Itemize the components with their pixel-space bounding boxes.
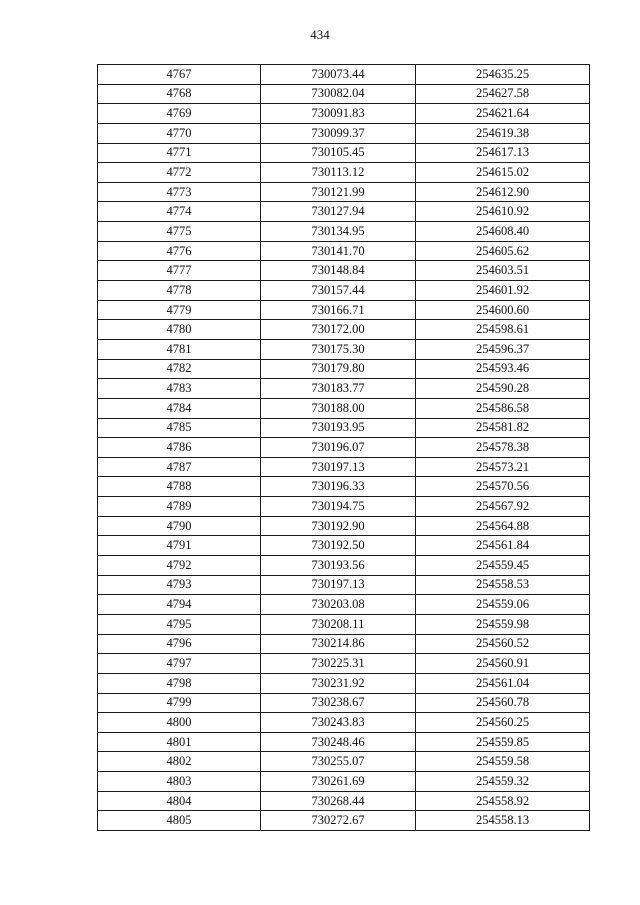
table-row — [98, 300, 590, 320]
table-row — [98, 143, 590, 163]
point-number-cell: 4784 — [98, 398, 261, 418]
table-row — [98, 398, 590, 418]
table-row — [98, 359, 590, 379]
table-row — [98, 418, 590, 438]
point-number-cell: 4786 — [98, 438, 261, 458]
y-coordinate-cell: 254621.64 — [416, 104, 590, 124]
y-coordinate-cell: 254558.13 — [416, 811, 590, 831]
y-coordinate-cell: 254561.04 — [416, 673, 590, 693]
x-coordinate-cell: 730099.37 — [261, 123, 416, 143]
x-coordinate-cell: 730272.67 — [261, 811, 416, 831]
x-coordinate-cell: 730192.90 — [261, 516, 416, 536]
x-coordinate-cell: 730243.83 — [261, 713, 416, 733]
x-coordinate-cell: 730105.45 — [261, 143, 416, 163]
y-coordinate-cell: 254601.92 — [416, 281, 590, 301]
point-number-cell: 4777 — [98, 261, 261, 281]
x-coordinate-cell: 730197.13 — [261, 575, 416, 595]
point-number-cell: 4798 — [98, 673, 261, 693]
y-coordinate-cell: 254578.38 — [416, 438, 590, 458]
point-number-cell: 4774 — [98, 202, 261, 222]
y-coordinate-cell: 254596.37 — [416, 339, 590, 359]
table-row — [98, 673, 590, 693]
table-row — [98, 654, 590, 674]
y-coordinate-cell: 254581.82 — [416, 418, 590, 438]
point-number-cell: 4804 — [98, 791, 261, 811]
x-coordinate-cell: 730183.77 — [261, 379, 416, 399]
y-coordinate-cell: 254617.13 — [416, 143, 590, 163]
y-coordinate-cell: 254560.52 — [416, 634, 590, 654]
y-coordinate-cell: 254559.98 — [416, 614, 590, 634]
table-row — [98, 222, 590, 242]
table-row — [98, 261, 590, 281]
point-number-cell: 4803 — [98, 772, 261, 792]
y-coordinate-cell: 254558.92 — [416, 791, 590, 811]
x-coordinate-cell: 730197.13 — [261, 457, 416, 477]
point-number-cell: 4790 — [98, 516, 261, 536]
y-coordinate-cell: 254559.45 — [416, 556, 590, 576]
y-coordinate-cell: 254561.84 — [416, 536, 590, 556]
table-row — [98, 320, 590, 340]
table-row — [98, 516, 590, 536]
x-coordinate-cell: 730261.69 — [261, 772, 416, 792]
x-coordinate-cell: 730166.71 — [261, 300, 416, 320]
table-row — [98, 536, 590, 556]
x-coordinate-cell: 730148.84 — [261, 261, 416, 281]
x-coordinate-cell: 730179.80 — [261, 359, 416, 379]
x-coordinate-cell: 730175.30 — [261, 339, 416, 359]
x-coordinate-cell: 730268.44 — [261, 791, 416, 811]
point-number-cell: 4802 — [98, 752, 261, 772]
table-row — [98, 791, 590, 811]
x-coordinate-cell: 730134.95 — [261, 222, 416, 242]
x-coordinate-cell: 730113.12 — [261, 163, 416, 183]
y-coordinate-cell: 254560.91 — [416, 654, 590, 674]
y-coordinate-cell: 254598.61 — [416, 320, 590, 340]
x-coordinate-cell: 730091.83 — [261, 104, 416, 124]
table-row — [98, 477, 590, 497]
point-number-cell: 4773 — [98, 182, 261, 202]
point-number-cell: 4791 — [98, 536, 261, 556]
y-coordinate-cell: 254560.78 — [416, 693, 590, 713]
x-coordinate-cell: 730196.07 — [261, 438, 416, 458]
table-row — [98, 65, 590, 85]
table-row — [98, 123, 590, 143]
point-number-cell: 4795 — [98, 614, 261, 634]
y-coordinate-cell: 254567.92 — [416, 497, 590, 517]
table-row — [98, 772, 590, 792]
y-coordinate-cell: 254560.25 — [416, 713, 590, 733]
y-coordinate-cell: 254558.53 — [416, 575, 590, 595]
coordinates-table — [97, 64, 590, 831]
point-number-cell: 4794 — [98, 595, 261, 615]
point-number-cell: 4776 — [98, 241, 261, 261]
x-coordinate-cell: 730192.50 — [261, 536, 416, 556]
table-row — [98, 556, 590, 576]
y-coordinate-cell: 254635.25 — [416, 65, 590, 85]
table-row — [98, 752, 590, 772]
table-row — [98, 241, 590, 261]
point-number-cell: 4768 — [98, 84, 261, 104]
x-coordinate-cell: 730231.92 — [261, 673, 416, 693]
table-row — [98, 104, 590, 124]
y-coordinate-cell: 254573.21 — [416, 457, 590, 477]
y-coordinate-cell: 254612.90 — [416, 182, 590, 202]
table-row — [98, 497, 590, 517]
point-number-cell: 4779 — [98, 300, 261, 320]
y-coordinate-cell: 254559.85 — [416, 732, 590, 752]
x-coordinate-cell: 730073.44 — [261, 65, 416, 85]
point-number-cell: 4771 — [98, 143, 261, 163]
x-coordinate-cell: 730255.07 — [261, 752, 416, 772]
table-row — [98, 693, 590, 713]
table-row — [98, 457, 590, 477]
point-number-cell: 4799 — [98, 693, 261, 713]
y-coordinate-cell: 254586.58 — [416, 398, 590, 418]
x-coordinate-cell: 730203.08 — [261, 595, 416, 615]
y-coordinate-cell: 254605.62 — [416, 241, 590, 261]
x-coordinate-cell: 730127.94 — [261, 202, 416, 222]
table-row — [98, 438, 590, 458]
table-row — [98, 811, 590, 831]
point-number-cell: 4801 — [98, 732, 261, 752]
point-number-cell: 4796 — [98, 634, 261, 654]
y-coordinate-cell: 254615.02 — [416, 163, 590, 183]
table-row — [98, 614, 590, 634]
point-number-cell: 4767 — [98, 65, 261, 85]
x-coordinate-cell: 730196.33 — [261, 477, 416, 497]
y-coordinate-cell: 254610.92 — [416, 202, 590, 222]
point-number-cell: 4800 — [98, 713, 261, 733]
y-coordinate-cell: 254608.40 — [416, 222, 590, 242]
point-number-cell: 4769 — [98, 104, 261, 124]
x-coordinate-cell: 730238.67 — [261, 693, 416, 713]
y-coordinate-cell: 254559.32 — [416, 772, 590, 792]
point-number-cell: 4782 — [98, 359, 261, 379]
point-number-cell: 4775 — [98, 222, 261, 242]
table-row — [98, 84, 590, 104]
table-body — [98, 65, 590, 831]
point-number-cell: 4770 — [98, 123, 261, 143]
table-row — [98, 339, 590, 359]
table-row — [98, 595, 590, 615]
y-coordinate-cell: 254559.58 — [416, 752, 590, 772]
y-coordinate-cell: 254559.06 — [416, 595, 590, 615]
table-row — [98, 202, 590, 222]
x-coordinate-cell: 730141.70 — [261, 241, 416, 261]
y-coordinate-cell: 254593.46 — [416, 359, 590, 379]
table-row — [98, 281, 590, 301]
x-coordinate-cell: 730193.56 — [261, 556, 416, 576]
table-row — [98, 634, 590, 654]
table-row — [98, 379, 590, 399]
x-coordinate-cell: 730194.75 — [261, 497, 416, 517]
x-coordinate-cell: 730248.46 — [261, 732, 416, 752]
point-number-cell: 4785 — [98, 418, 261, 438]
y-coordinate-cell: 254619.38 — [416, 123, 590, 143]
y-coordinate-cell: 254603.51 — [416, 261, 590, 281]
point-number-cell: 4783 — [98, 379, 261, 399]
x-coordinate-cell: 730214.86 — [261, 634, 416, 654]
point-number-cell: 4797 — [98, 654, 261, 674]
table-row — [98, 575, 590, 595]
x-coordinate-cell: 730188.00 — [261, 398, 416, 418]
y-coordinate-cell: 254570.56 — [416, 477, 590, 497]
x-coordinate-cell: 730121.99 — [261, 182, 416, 202]
x-coordinate-cell: 730208.11 — [261, 614, 416, 634]
x-coordinate-cell: 730225.31 — [261, 654, 416, 674]
table-row — [98, 713, 590, 733]
x-coordinate-cell: 730193.95 — [261, 418, 416, 438]
point-number-cell: 4793 — [98, 575, 261, 595]
point-number-cell: 4787 — [98, 457, 261, 477]
y-coordinate-cell: 254600.60 — [416, 300, 590, 320]
table-row — [98, 182, 590, 202]
x-coordinate-cell: 730082.04 — [261, 84, 416, 104]
point-number-cell: 4805 — [98, 811, 261, 831]
x-coordinate-cell: 730172.00 — [261, 320, 416, 340]
point-number-cell: 4789 — [98, 497, 261, 517]
y-coordinate-cell: 254590.28 — [416, 379, 590, 399]
table-row — [98, 163, 590, 183]
point-number-cell: 4772 — [98, 163, 261, 183]
point-number-cell: 4781 — [98, 339, 261, 359]
page-number: 434 — [310, 27, 330, 42]
point-number-cell: 4792 — [98, 556, 261, 576]
table-row — [98, 732, 590, 752]
y-coordinate-cell: 254564.88 — [416, 516, 590, 536]
point-number-cell: 4780 — [98, 320, 261, 340]
y-coordinate-cell: 254627.58 — [416, 84, 590, 104]
x-coordinate-cell: 730157.44 — [261, 281, 416, 301]
point-number-cell: 4778 — [98, 281, 261, 301]
point-number-cell: 4788 — [98, 477, 261, 497]
